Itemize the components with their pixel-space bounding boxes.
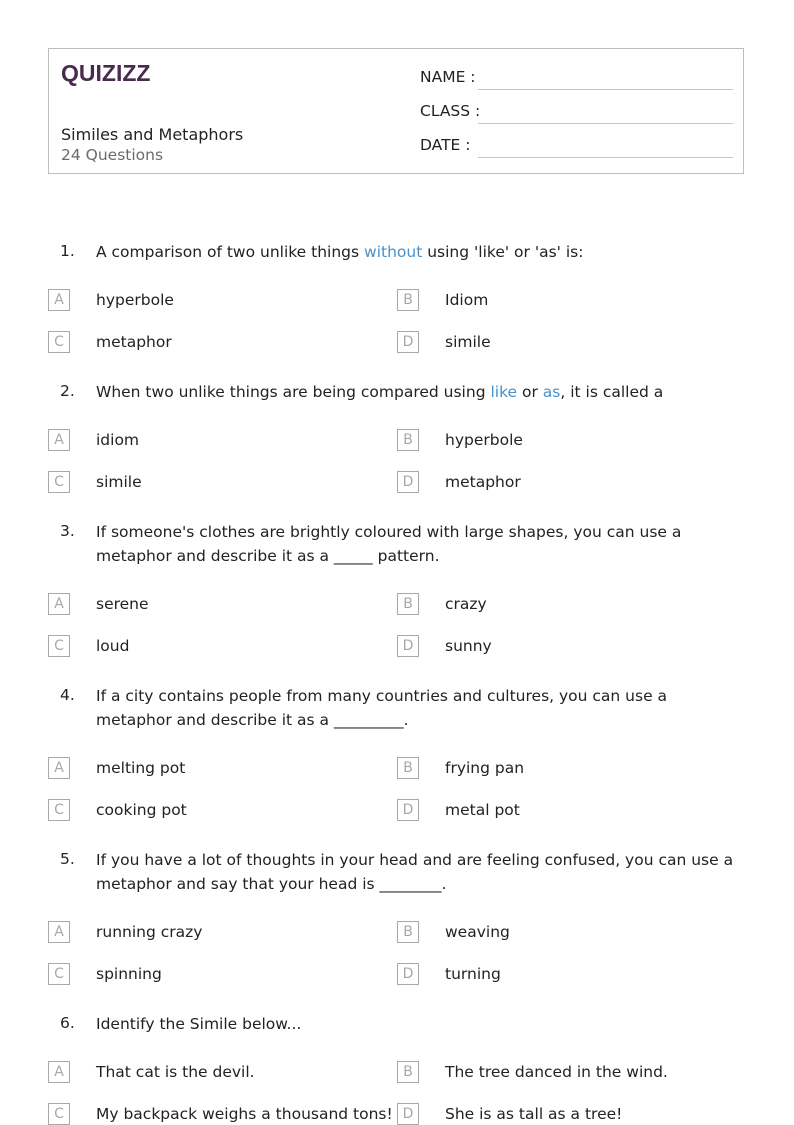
option-letter-box[interactable]: D: [397, 963, 419, 985]
option-text: crazy: [445, 595, 487, 613]
option-text: metaphor: [445, 473, 521, 491]
option-letter-box[interactable]: B: [397, 1061, 419, 1083]
worksheet-header: [48, 48, 744, 174]
option-text: simile: [445, 333, 491, 351]
option-text: sunny: [445, 637, 492, 655]
option-text: simile: [96, 473, 142, 491]
question-number: 4.: [60, 686, 75, 704]
question-number: 3.: [60, 522, 75, 540]
option-text: idiom: [96, 431, 140, 449]
option-text: cooking pot: [96, 801, 187, 819]
option-text: Idiom: [445, 291, 489, 309]
option-letter-box[interactable]: D: [397, 799, 419, 821]
option-text: melting pot: [96, 759, 186, 777]
option-text: metal pot: [445, 801, 520, 819]
option-letter-box[interactable]: B: [397, 921, 419, 943]
name-field[interactable]: [478, 89, 733, 90]
option-text: spinning: [96, 965, 162, 983]
class-label: CLASS :: [420, 102, 481, 120]
question-text: If you have a lot of thoughts in your head and are feeling confused, you can use a metaphor and say that your head is ________.: [96, 851, 734, 893]
option-text: She is as tall as a tree!: [445, 1105, 623, 1123]
option-text: hyperbole: [96, 291, 174, 309]
worksheet-title: Similes and Metaphors: [61, 125, 244, 144]
option-letter-box[interactable]: C: [48, 799, 70, 821]
option-letter-box[interactable]: B: [397, 593, 419, 615]
question-number: 1.: [60, 242, 75, 260]
date-label: DATE :: [420, 136, 471, 154]
option-text: weaving: [445, 923, 510, 941]
option-letter-box[interactable]: A: [48, 921, 70, 943]
option-text: The tree danced in the wind.: [445, 1063, 668, 1081]
question-count: 24 Questions: [61, 146, 164, 164]
option-letter-box[interactable]: D: [397, 1103, 419, 1125]
option-text: My backpack weighs a thousand tons!: [96, 1105, 393, 1123]
option-letter-box[interactable]: C: [48, 331, 70, 353]
option-letter-box[interactable]: D: [397, 635, 419, 657]
question-text: If a city contains people from many countries and cultures, you can use a metaphor and describe it as a _________.: [96, 687, 668, 729]
option-letter-box[interactable]: A: [48, 593, 70, 615]
quizizz-logo: [61, 59, 151, 87]
option-letter-box[interactable]: A: [48, 757, 70, 779]
option-letter-box[interactable]: B: [397, 429, 419, 451]
option-text: turning: [445, 965, 501, 983]
option-letter-box[interactable]: D: [397, 471, 419, 493]
option-text: running crazy: [96, 923, 203, 941]
option-letter-box[interactable]: C: [48, 471, 70, 493]
option-letter-box[interactable]: C: [48, 963, 70, 985]
date-field[interactable]: [478, 157, 733, 158]
question-number: 6.: [60, 1014, 75, 1032]
option-letter-box[interactable]: B: [397, 757, 419, 779]
svg-text:QUIZIZZ: QUIZIZZ: [61, 60, 151, 86]
highlighted-keyword: without: [364, 243, 423, 261]
option-letter-box[interactable]: A: [48, 429, 70, 451]
option-text: frying pan: [445, 759, 525, 777]
option-letter-box[interactable]: D: [397, 331, 419, 353]
question-text: A comparison of two unlike things without using 'like' or 'as' is:: [96, 243, 584, 261]
class-field[interactable]: [478, 123, 733, 124]
option-text: hyperbole: [445, 431, 523, 449]
option-letter-box[interactable]: B: [397, 289, 419, 311]
option-letter-box[interactable]: C: [48, 635, 70, 657]
name-label: NAME :: [420, 68, 476, 86]
highlighted-keyword: as: [542, 383, 561, 401]
question-number: 5.: [60, 850, 75, 868]
option-text: serene: [96, 595, 149, 613]
option-text: metaphor: [96, 333, 172, 351]
option-text: loud: [96, 637, 130, 655]
option-letter-box[interactable]: A: [48, 1061, 70, 1083]
question-text: Identify the Simile below...: [96, 1015, 302, 1033]
option-letter-box[interactable]: A: [48, 289, 70, 311]
question-text: When two unlike things are being compared using like or as, it is called a: [96, 383, 664, 401]
question-number: 2.: [60, 382, 75, 400]
question-text: If someone's clothes are brightly coloured with large shapes, you can use a metaphor and describe it as a _____ pattern.: [96, 523, 682, 565]
highlighted-keyword: like: [490, 383, 518, 401]
option-text: That cat is the devil.: [96, 1063, 255, 1081]
option-letter-box[interactable]: C: [48, 1103, 70, 1125]
